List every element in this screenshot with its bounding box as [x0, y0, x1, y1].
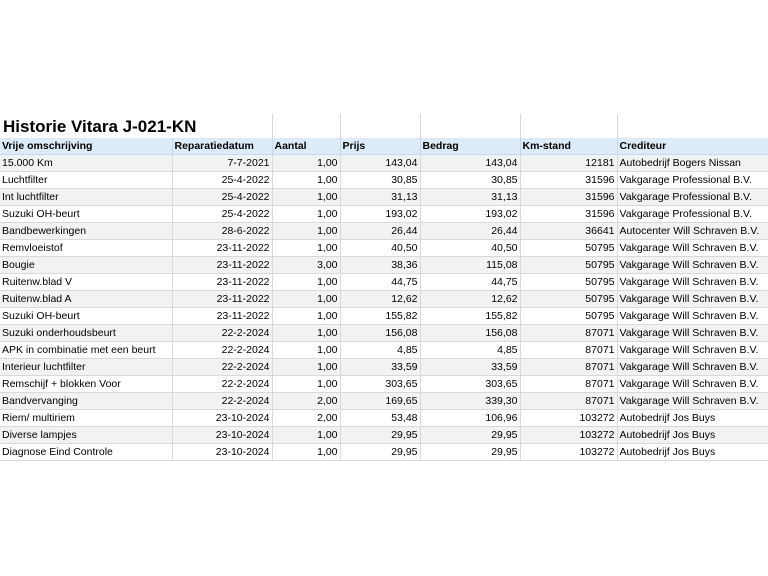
gridline: [617, 114, 618, 138]
cell-mileage[interactable]: 87071: [520, 359, 617, 376]
cell-creditor[interactable]: Vakgarage Professional B.V.: [617, 206, 768, 223]
cell-amount[interactable]: 29,95: [420, 444, 520, 461]
cell-creditor[interactable]: Vakgarage Will Schraven B.V.: [617, 342, 768, 359]
cell-creditor[interactable]: Vakgarage Professional B.V.: [617, 189, 768, 206]
cell-price[interactable]: 53,48: [340, 410, 420, 427]
cell-repair-date[interactable]: 23-10-2024: [172, 410, 272, 427]
header-description[interactable]: Vrije omschrijving: [0, 138, 172, 155]
gridline: [340, 114, 341, 138]
cell-amount[interactable]: 44,75: [420, 274, 520, 291]
cell-description[interactable]: Luchtfilter: [0, 172, 172, 189]
cell-amount[interactable]: 40,50: [420, 240, 520, 257]
cell-amount[interactable]: 29,95: [420, 427, 520, 444]
cell-amount[interactable]: 115,08: [420, 257, 520, 274]
cell-price[interactable]: 4,85: [340, 342, 420, 359]
history-table: [0, 138, 768, 461]
cell-amount[interactable]: 193,02: [420, 206, 520, 223]
cell-repair-date[interactable]: 7-7-2021: [172, 155, 272, 172]
cell-description[interactable]: Diagnose Eind Controle: [0, 444, 172, 461]
cell-repair-date[interactable]: 23-11-2022: [172, 240, 272, 257]
table-row: [0, 308, 768, 325]
cell-mileage[interactable]: 103272: [520, 427, 617, 444]
cell-mileage[interactable]: 12181: [520, 155, 617, 172]
table-row: [0, 172, 768, 189]
cell-description[interactable]: Bandbewerkingen: [0, 223, 172, 240]
cell-mileage[interactable]: 87071: [520, 342, 617, 359]
header-creditor[interactable]: Crediteur: [617, 138, 768, 155]
table-row: [0, 155, 768, 172]
cell-repair-date[interactable]: 23-11-2022: [172, 291, 272, 308]
cell-description[interactable]: Bougie: [0, 257, 172, 274]
table-row: [0, 410, 768, 427]
cell-creditor[interactable]: Vakgarage Will Schraven B.V.: [617, 393, 768, 410]
cell-amount[interactable]: 4,85: [420, 342, 520, 359]
cell-price[interactable]: 143,04: [340, 155, 420, 172]
cell-creditor[interactable]: Autobedrijf Jos Buys: [617, 444, 768, 461]
cell-mileage[interactable]: 87071: [520, 393, 617, 410]
cell-mileage[interactable]: 50795: [520, 274, 617, 291]
cell-creditor[interactable]: Autobedrijf Jos Buys: [617, 427, 768, 444]
cell-price[interactable]: 44,75: [340, 274, 420, 291]
cell-creditor[interactable]: Vakgarage Will Schraven B.V.: [617, 359, 768, 376]
cell-mileage[interactable]: 50795: [520, 240, 617, 257]
cell-mileage[interactable]: 31596: [520, 206, 617, 223]
cell-creditor[interactable]: Vakgarage Will Schraven B.V.: [617, 257, 768, 274]
cell-repair-date[interactable]: 25-4-2022: [172, 206, 272, 223]
gridline: [272, 114, 273, 138]
table-row: [0, 223, 768, 240]
cell-quantity[interactable]: 1,00: [272, 240, 340, 257]
table-row: [0, 206, 768, 223]
cell-repair-date[interactable]: 22-2-2024: [172, 393, 272, 410]
cell-price[interactable]: 40,50: [340, 240, 420, 257]
cell-mileage[interactable]: 31596: [520, 172, 617, 189]
cell-mileage[interactable]: 31596: [520, 189, 617, 206]
cell-mileage[interactable]: 36641: [520, 223, 617, 240]
cell-repair-date[interactable]: 28-6-2022: [172, 223, 272, 240]
cell-amount[interactable]: 339,30: [420, 393, 520, 410]
cell-repair-date[interactable]: 23-11-2022: [172, 257, 272, 274]
cell-mileage[interactable]: 87071: [520, 325, 617, 342]
table-row: [0, 189, 768, 206]
cell-quantity[interactable]: 1,00: [272, 189, 340, 206]
cell-amount[interactable]: 143,04: [420, 155, 520, 172]
cell-quantity[interactable]: 1,00: [272, 206, 340, 223]
cell-price[interactable]: 33,59: [340, 359, 420, 376]
cell-description[interactable]: APK in combinatie met een beurt: [0, 342, 172, 359]
cell-description[interactable]: Suzuki OH-beurt: [0, 206, 172, 223]
cell-description[interactable]: 15.000 Km: [0, 155, 172, 172]
cell-quantity[interactable]: 1,00: [272, 359, 340, 376]
table-row: [0, 444, 768, 461]
cell-repair-date[interactable]: 23-11-2022: [172, 274, 272, 291]
cell-amount[interactable]: 12,62: [420, 291, 520, 308]
header-row: [0, 138, 768, 155]
spreadsheet: [0, 114, 768, 461]
cell-price[interactable]: 26,44: [340, 223, 420, 240]
cell-creditor[interactable]: Vakgarage Professional B.V.: [617, 172, 768, 189]
cell-quantity[interactable]: 3,00: [272, 257, 340, 274]
table-row: [0, 291, 768, 308]
cell-repair-date[interactable]: 22-2-2024: [172, 376, 272, 393]
cell-price[interactable]: 155,82: [340, 308, 420, 325]
cell-mileage[interactable]: 103272: [520, 410, 617, 427]
cell-price[interactable]: 193,02: [340, 206, 420, 223]
cell-description[interactable]: Suzuki OH-beurt: [0, 308, 172, 325]
table-row: [0, 393, 768, 410]
cell-price[interactable]: 38,36: [340, 257, 420, 274]
cell-amount[interactable]: 33,59: [420, 359, 520, 376]
cell-amount[interactable]: 30,85: [420, 172, 520, 189]
header-quantity[interactable]: Aantal: [272, 138, 340, 155]
cell-description[interactable]: Remvloeistof: [0, 240, 172, 257]
cell-repair-date[interactable]: 22-2-2024: [172, 359, 272, 376]
cell-price[interactable]: 29,95: [340, 444, 420, 461]
cell-description[interactable]: Interieur luchtfilter: [0, 359, 172, 376]
cell-mileage[interactable]: 50795: [520, 291, 617, 308]
title-row: [0, 114, 768, 138]
cell-quantity[interactable]: 1,00: [272, 325, 340, 342]
cell-description[interactable]: Ruitenw.blad A: [0, 291, 172, 308]
cell-creditor[interactable]: Vakgarage Will Schraven B.V.: [617, 291, 768, 308]
cell-mileage[interactable]: 103272: [520, 444, 617, 461]
cell-quantity[interactable]: 1,00: [272, 308, 340, 325]
cell-price[interactable]: 156,08: [340, 325, 420, 342]
cell-creditor[interactable]: Vakgarage Will Schraven B.V.: [617, 376, 768, 393]
cell-repair-date[interactable]: 23-10-2024: [172, 444, 272, 461]
cell-repair-date[interactable]: 22-2-2024: [172, 342, 272, 359]
cell-amount[interactable]: 31,13: [420, 189, 520, 206]
header-amount[interactable]: Bedrag: [420, 138, 520, 155]
table-row: [0, 325, 768, 342]
cell-mileage[interactable]: 50795: [520, 308, 617, 325]
header-repair-date[interactable]: Reparatiedatum: [172, 138, 272, 155]
table-row: [0, 427, 768, 444]
cell-amount[interactable]: 303,65: [420, 376, 520, 393]
cell-quantity[interactable]: 1,00: [272, 274, 340, 291]
cell-description[interactable]: Riem/ multiriem: [0, 410, 172, 427]
cell-price[interactable]: 12,62: [340, 291, 420, 308]
cell-creditor[interactable]: Vakgarage Will Schraven B.V.: [617, 308, 768, 325]
cell-repair-date[interactable]: 25-4-2022: [172, 189, 272, 206]
table-row: [0, 274, 768, 291]
cell-creditor[interactable]: Vakgarage Will Schraven B.V.: [617, 274, 768, 291]
cell-quantity[interactable]: 1,00: [272, 223, 340, 240]
header-mileage[interactable]: Km-stand: [520, 138, 617, 155]
cell-quantity[interactable]: 1,00: [272, 376, 340, 393]
cell-repair-date[interactable]: 25-4-2022: [172, 172, 272, 189]
gridline: [420, 114, 421, 138]
cell-creditor[interactable]: Autobedrijf Bogers Nissan: [617, 155, 768, 172]
cell-creditor[interactable]: Autobedrijf Jos Buys: [617, 410, 768, 427]
cell-description[interactable]: Suzuki onderhoudsbeurt: [0, 325, 172, 342]
cell-description[interactable]: Ruitenw.blad V: [0, 274, 172, 291]
cell-quantity[interactable]: 1,00: [272, 427, 340, 444]
cell-repair-date[interactable]: 23-11-2022: [172, 308, 272, 325]
cell-repair-date[interactable]: 23-10-2024: [172, 427, 272, 444]
cell-quantity[interactable]: 1,00: [272, 155, 340, 172]
cell-price[interactable]: 303,65: [340, 376, 420, 393]
gridline: [520, 114, 521, 138]
cell-quantity[interactable]: 1,00: [272, 291, 340, 308]
table-row: [0, 359, 768, 376]
table-row: [0, 257, 768, 274]
cell-price[interactable]: 31,13: [340, 189, 420, 206]
cell-creditor[interactable]: Vakgarage Will Schraven B.V.: [617, 240, 768, 257]
cell-quantity[interactable]: 1,00: [272, 342, 340, 359]
cell-price[interactable]: 29,95: [340, 427, 420, 444]
cell-price[interactable]: 169,65: [340, 393, 420, 410]
cell-quantity[interactable]: 1,00: [272, 444, 340, 461]
cell-creditor[interactable]: Vakgarage Will Schraven B.V.: [617, 325, 768, 342]
table-row: [0, 376, 768, 393]
cell-amount[interactable]: 106,96: [420, 410, 520, 427]
cell-description[interactable]: Int luchtfilter: [0, 189, 172, 206]
cell-description[interactable]: Remschijf + blokken Voor: [0, 376, 172, 393]
cell-quantity[interactable]: 1,00: [272, 172, 340, 189]
header-price[interactable]: Prijs: [340, 138, 420, 155]
cell-mileage[interactable]: 50795: [520, 257, 617, 274]
sheet-title[interactable]: Historie Vitara J-021-KN: [3, 117, 197, 136]
cell-quantity[interactable]: 2,00: [272, 393, 340, 410]
table-row: [0, 342, 768, 359]
table-row: [0, 240, 768, 257]
cell-amount[interactable]: 26,44: [420, 223, 520, 240]
cell-price[interactable]: 30,85: [340, 172, 420, 189]
cell-creditor[interactable]: Autocenter Will Schraven B.V.: [617, 223, 768, 240]
cell-quantity[interactable]: 2,00: [272, 410, 340, 427]
cell-amount[interactable]: 156,08: [420, 325, 520, 342]
cell-amount[interactable]: 155,82: [420, 308, 520, 325]
cell-description[interactable]: Diverse lampjes: [0, 427, 172, 444]
cell-description[interactable]: Bandvervanging: [0, 393, 172, 410]
cell-mileage[interactable]: 87071: [520, 376, 617, 393]
cell-repair-date[interactable]: 22-2-2024: [172, 325, 272, 342]
